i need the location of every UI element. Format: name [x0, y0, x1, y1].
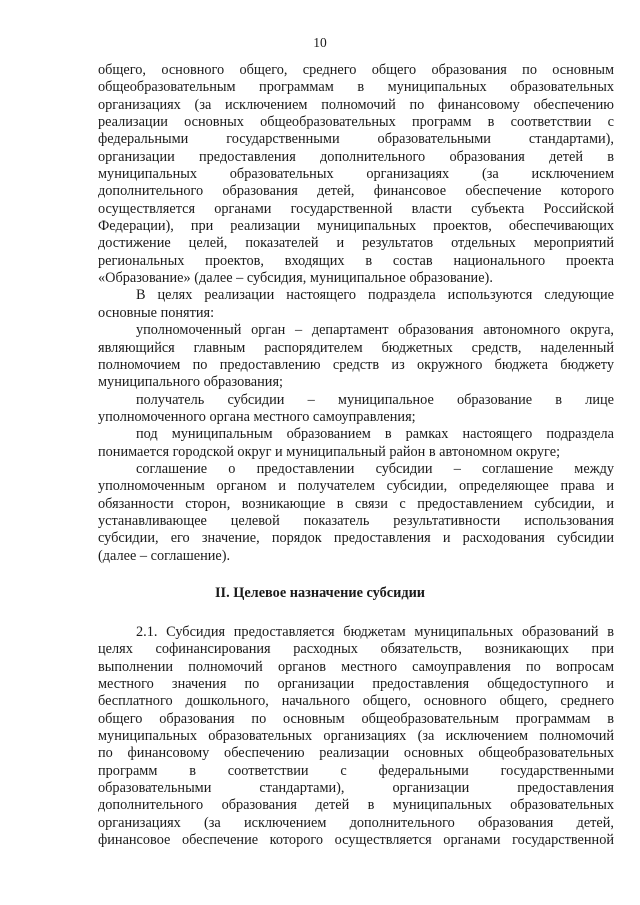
- text-line: общего образования по основным общеобразовательным программам в: [98, 710, 614, 727]
- text-line: выполнении полномочий органов местного самоуправления по вопросам: [98, 658, 614, 675]
- text-line: общего, основного общего, среднего общего образования по основным: [98, 62, 614, 78]
- text-line: уполномоченного органа местного самоуправления;: [98, 408, 416, 425]
- text-line: организации предоставления дополнительного образования детей в: [98, 148, 614, 165]
- text-line: В целях реализации настоящего подраздела используются следующие: [136, 287, 614, 304]
- text-line: организациях (за исключением дополнительного образования детей,: [98, 814, 614, 831]
- text-line: местного значения по организации предоставления общедоступного и: [98, 676, 614, 693]
- text-line: осуществляется органами государственной власти субъекта Российской: [98, 200, 614, 217]
- text-line: получатель субсидии – муниципальное образование в лице: [136, 391, 614, 408]
- text-line: достижение целей, показателей и результатов отдельных мероприятий: [98, 235, 614, 252]
- text-line: по финансовому обеспечению реализации основных общеобразовательных: [98, 745, 614, 762]
- text-line: (далее – соглашение).: [98, 547, 231, 564]
- text-line: «Образование» (далее – субсидия, муниципальное образование).: [98, 270, 493, 287]
- text-line: муниципального образования;: [98, 374, 283, 391]
- text-line: понимается городской округ и муниципальный район в автономном округе;: [98, 443, 561, 460]
- text-line: под муниципальным образованием в рамках настоящего подраздела: [136, 426, 614, 443]
- text-line: общеобразовательным программам в муниципальных образовательных: [98, 79, 614, 96]
- text-line: муниципальных образовательных организациях (за исключением: [98, 166, 614, 183]
- text-line: уполномоченный орган – департамент образования автономного округа,: [136, 322, 614, 339]
- text-block-purpose: [98, 624, 614, 849]
- text-line: дополнительного образования детей в муниципальных образовательных: [98, 797, 614, 814]
- text-line: соглашение о предоставлении субсидии – соглашение между: [136, 460, 614, 477]
- text-line: программ в соответствии с федеральными государственными: [98, 762, 614, 779]
- text-line: основные понятия:: [98, 304, 215, 321]
- text-line: являющийся главным распорядителем бюджетных средств, наделенный: [98, 339, 614, 356]
- text-line: региональных проектов, входящих в состав национального проекта: [98, 252, 614, 269]
- text-line: финансовое обеспечение которого осуществляется органами государственной: [98, 832, 614, 849]
- text-line: Федерации), при реализации муниципальных проектов, обеспечивающих: [98, 218, 614, 235]
- text-line: целях софинансирования расходных обязательств, возникающих при: [98, 641, 614, 658]
- text-line: уполномоченным органом и получателем субсидии, определяющее права и: [98, 478, 614, 495]
- text-line: федеральными государственными образовательными стандартами),: [98, 131, 614, 148]
- text-line: обязанности сторон, возникающие в связи с предоставлением субсидии, и: [98, 495, 614, 512]
- text-line: 2.1. Субсидия предоставляется бюджетам муниципальных образований в: [136, 624, 614, 640]
- section-heading: II. Целевое назначение субсидии: [214, 585, 426, 601]
- text-line: полномочием по предоставлению средств из окружного бюджета бюджету: [98, 356, 614, 373]
- page-number: 10: [313, 35, 327, 50]
- text-line: организациях (за исключением полномочий по финансовому обеспечению: [98, 96, 614, 113]
- text-line: бесплатного дошкольного, начального общего, основного общего, среднего: [98, 693, 614, 710]
- text-block-definitions: [98, 62, 614, 565]
- text-line: устанавливающее целевой показатель результативности использования: [98, 512, 614, 529]
- text-line: муниципальных образовательных организациях (за исключением полномочий: [98, 728, 614, 745]
- text-line: реализации основных общеобразовательных программ в соответствии с: [98, 114, 614, 131]
- text-line: субсидии, его значение, порядок предоставления и расходования субсидии: [98, 530, 614, 547]
- text-line: образовательными стандартами), организации предоставления: [98, 780, 614, 797]
- text-line: дополнительного образования детей, финансовое обеспечение которого: [98, 183, 614, 200]
